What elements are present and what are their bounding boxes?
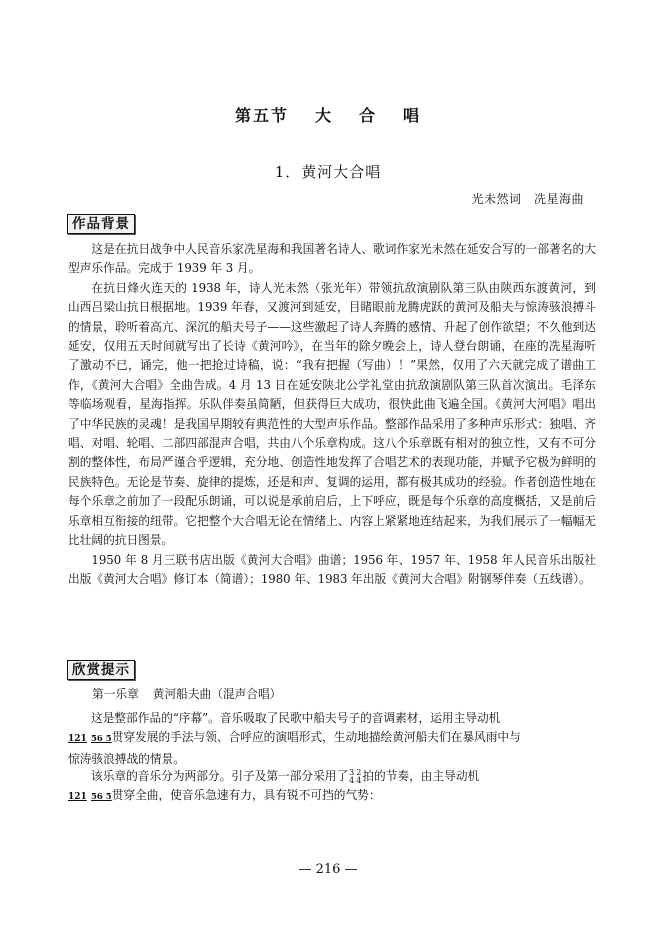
time-signature-bottom: 4: [356, 776, 362, 785]
time-signature-bottom: 4: [349, 776, 355, 785]
text-span: 拍的节奏，由主导动机: [362, 769, 480, 783]
background-paragraph: 1950 年 8 月三联书店出版《黄河大合唱》曲谱；1956 年、1957 年、1958 年人民音乐出版社出版《黄河大合唱》修订本（简谱）；1980 年、1983 年出版《黄河大合唱》附钢琴伴奏（五线谱）。: [68, 552, 596, 586]
text-span: 贯穿全曲，使音乐急速有力，具有锐不可挡的气势：: [111, 788, 381, 803]
section-title-char-2: 合: [359, 106, 378, 125]
section-title-char-3: 唱: [403, 106, 422, 125]
motif-notation: 121: [68, 792, 87, 803]
text-line: [68, 786, 596, 807]
background-paragraph: 在抗日烽火连天的 1938 年，诗人光未然（张光年）带领抗敌演剧队第三队由陕西东渡黄河，到山西吕梁山抗日根据地。1939 年春，又渡河到延安，目睹眼前龙腾虎跃的黄河及船夫与惊涛骇浪搏斗的情景，聆听着高亢、深沉的船夫号子——这些激起了诗人奔腾的感情、升起了创作欲望；不久他到达延安，仅用五天时间就写出了长诗《黄河吟》，在当年的除夕晚会上，诗人登台朗诵，在座的冼星海听了激动不已，诵完，他一把抢过诗稿，说：“我有把握（写曲）！”果然，仅用了六天就完成了谱曲工作，《黄河大合唱》全曲告成。4 月 13 日在延安陕北公学礼堂由抗敌演剧队第三队首次演出。毛泽东等临场观看，星海指挥。乐队伴奏虽简陋，但获得巨大成功，很快此曲飞遍全国。《黄河大河唱》唱出了中华民族的灵魂！是我国早期较有典范性的大型声乐作品。整部作品采用了多种声乐形式：独唱、齐唱、对唱、轮唱、二部四部混声合唱，共由八个乐章构成。这八个乐章既有相对的独立性，又有不可分割的整体性，布局严谨合乎逻辑，充分地、创造性地发挥了合唱艺术的表现功能，并赋予它极为鲜明的民族特色。无论是节奏、旋律的提炼，还是和声、复调的运用，都有极其成功的经验。作者创造性地在每个乐章之前加了一段配乐朗诵，可以说是承前启后，上下呼应，既是每个乐章的高度概括，又是前后乐章相互衔接的纽带。它把整个大合唱无论在情绪上、内容上紧紧地连结起来，为我们展示了一幅幅无比壮阔的抗日图景。: [68, 280, 596, 548]
chapter-heading: [92, 686, 281, 702]
section-title-char-1: 大: [314, 106, 333, 125]
background-heading: 作品背景: [67, 214, 135, 234]
motif-notation: 121: [68, 734, 87, 745]
tips-heading: 欣赏提示: [67, 660, 135, 680]
background-text: [68, 240, 596, 589]
time-signature-top: 3: [349, 768, 355, 777]
song-title: 1．黄河大合唱: [274, 163, 382, 181]
section-title-number: 第五节: [234, 106, 289, 125]
motif-notation: 56 5: [91, 734, 112, 745]
text-line: [68, 767, 596, 786]
time-signature-top: 2: [356, 768, 362, 777]
text-span: 贯穿发展的手法与领、合呼应的演唱形式，生动地描绘黄河船夫们在暴风雨中与: [111, 730, 521, 745]
text-span: 该乐章的音乐分为两部分。引子及第一部分采用了: [91, 769, 349, 783]
section-title: [0, 103, 656, 126]
text-line: 这是整部作品的“序幕”。音乐吸取了民歌中船夫号子的音调素材，运用主导动机: [91, 711, 501, 725]
text-line: 惊涛骇浪搏战的情景。: [68, 751, 185, 766]
text-line: [68, 728, 596, 749]
time-signature: [356, 769, 361, 785]
chapter-number: 第一乐章: [92, 687, 139, 701]
tips-paragraph-1: [68, 709, 596, 769]
motif-notation: 56 5: [91, 792, 112, 803]
background-paragraph: 这是在抗日战争中人民音乐家冼星海和我国著名诗人、歌词作家光未然在延安合写的一部著名的大型声乐作品。完成于 1939 年 3 月。: [68, 242, 596, 276]
page-number: — 216 —: [298, 862, 358, 877]
song-credits: 光未然词 冼星海曲: [471, 192, 584, 206]
chapter-name: 黄河船夫曲（混声合唱）: [152, 687, 282, 701]
time-signature: [349, 769, 354, 785]
tips-paragraph-2: [68, 767, 596, 808]
